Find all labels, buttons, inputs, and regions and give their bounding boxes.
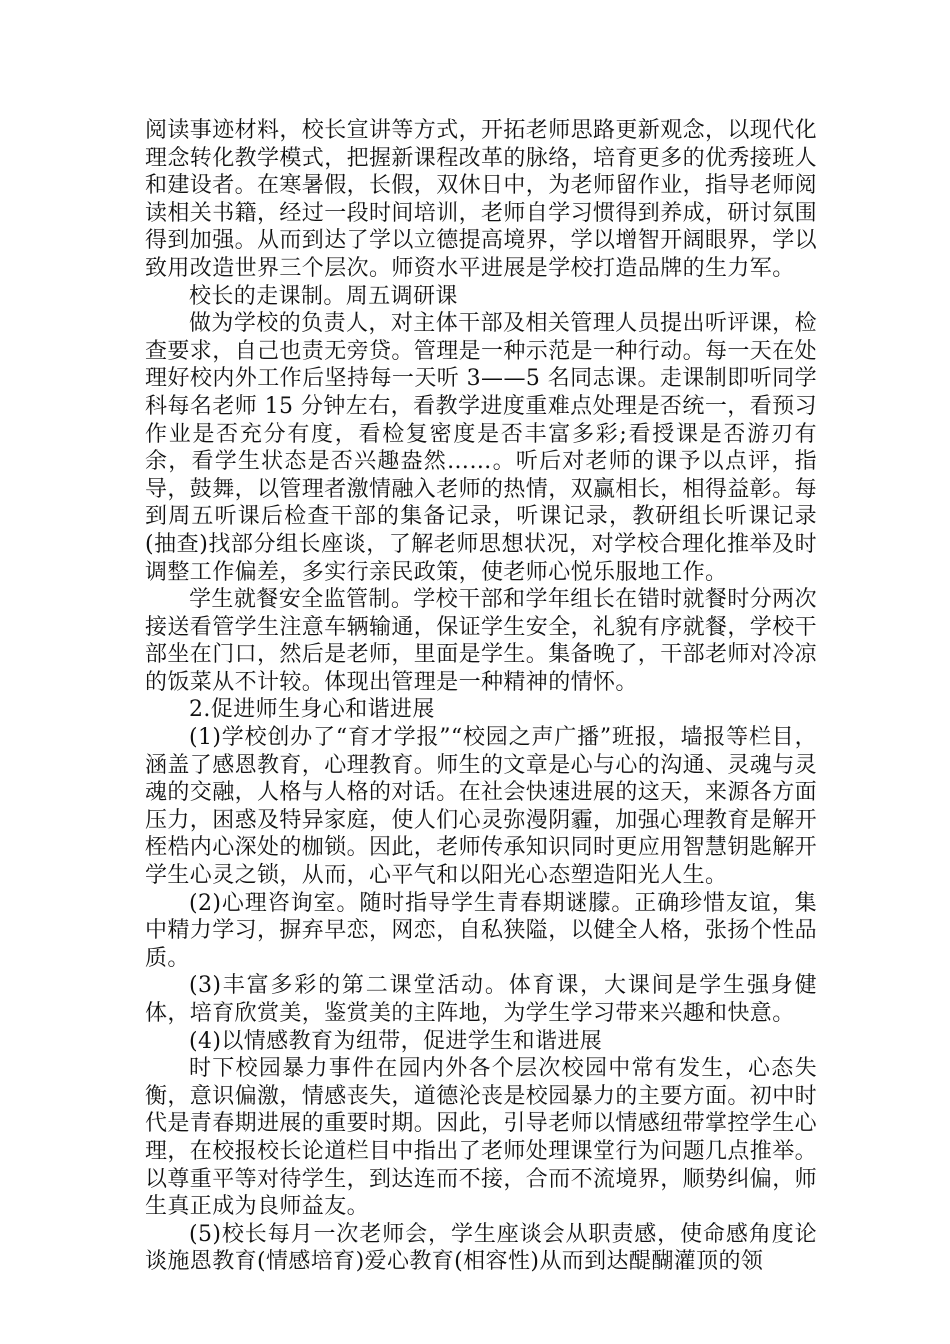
paragraph-item-1: (1)学校创办了“育才学报”“校园之声广播”班报，墙报等栏目，涵盖了感恩教育，心理教育。师生的文章是心与心的沟通、灵魂与灵魂的交融，人格与人格的对话。在社会快速进展的这天，来源各方面压力，困惑及特异家庭，使人们心灵弥漫阴霾，加强心理教育是解开桎梏内心深处的枷锁。因此，老师传承知识同时更应用智慧钥匙解开学生心灵之锁，从而，心平气和以阳光心态塑造阳光人生。 [145, 725, 818, 889]
paragraph-1: 阅读事迹材料，校长宣讲等方式，开拓老师思路更新观念，以现代化理念转化教学模式，把握新课程改革的脉络，培育更多的优秀接班人和建设者。在寒暑假，长假，双休日中，为老师留作业，指导老师阅读相关书籍，经过一段时间培训，老师自学习惯得到养成，研讨氛围得到加强。从而到达了学以立德提高境界，学以增智开阔眼界，学以致用改造世界三个层次。师资水平进展是学校打造品牌的生力军。 [145, 118, 818, 281]
paragraph-4: 学生就餐安全监管制。学校干部和学年组长在错时就餐时分两次接送看管学生注意车辆输通，保证学生安全，礼貌有序就餐，学校干部坐在门口，然后是老师，里面是学生。集备晚了，干部老师对冷凉的饭菜从不计较。体现出管理是一种精神的情怀。 [145, 587, 818, 695]
paragraph-item-2: (2)心理咨询室。随时指导学生青春期谜朦。正确珍惜友谊，集中精力学习，摒弃早恋，网恋，自私狭隘，以健全人格，张扬个性品质。 [145, 890, 818, 971]
paragraph-item-3: (3)丰富多彩的第二课堂活动。体育课，大课间是学生强身健体，培育欣赏美，鉴赏美的主阵地，为学生学习带来兴趣和快意。 [145, 973, 817, 1026]
paragraph-item-4-heading: (4)以情感教育为纽带，促进学生和谐进展 [189, 1028, 603, 1054]
section-heading-2: 2.促进师生身心和谐进展 [189, 697, 435, 723]
paragraph-item-5: (5)校长每月一次老师会，学生座谈会从职责感，使命感角度论谈施恩教育(情感培育)爱心教育(相容性)从而到达醍醐灌顶的领 [145, 1221, 817, 1275]
paragraph-2-heading: 校长的走课制。周五调研课 [189, 283, 458, 309]
document-body [145, 117, 817, 1276]
paragraph-item-4-body: 时下校园暴力事件在园内外各个层次校园中常有发生，心态失衡，意识偏激，情感丧失，道德沦丧是校园暴力的主要方面。初中时代是青春期进展的重要时期。因此，引导老师以情感纽带掌控学生心理，在校报校长论道栏目中指出了老师处理课堂行为问题几点推举。以尊重平等对待学生，到达连而不接，合而不流境界，顺势纠偏，师生真正成为良师益友。 [145, 1056, 818, 1220]
paragraph-3: 做为学校的负责人，对主体干部及相关管理人员提出听评课，检查要求，自己也责无旁贷。管理是一种示范是一种行动。每一天在处理好校内外工作后坚持每一天听 3——5 名同志课。走课制即听同学科每名老师 15 分钟左右，看教学进度重难点处理是否统一，看预习作业是否充分有度，看检复密度是否丰富多彩;看授课是否游刃有余，看学生状态是否兴趣盎然……。听后对老师的课予以点评，指导，鼓舞，以管理者激情融入老师的热情，双赢相长，相得益彰。每到周五听课后检查干部的集备记录，听课记录，教研组长听课记录(抽查)找部分组长座谈，了解老师思想状况，对学校合理化推举及时调整工作偏差，多实行亲民政策，使老师心悦乐服地工作。 [145, 311, 818, 585]
